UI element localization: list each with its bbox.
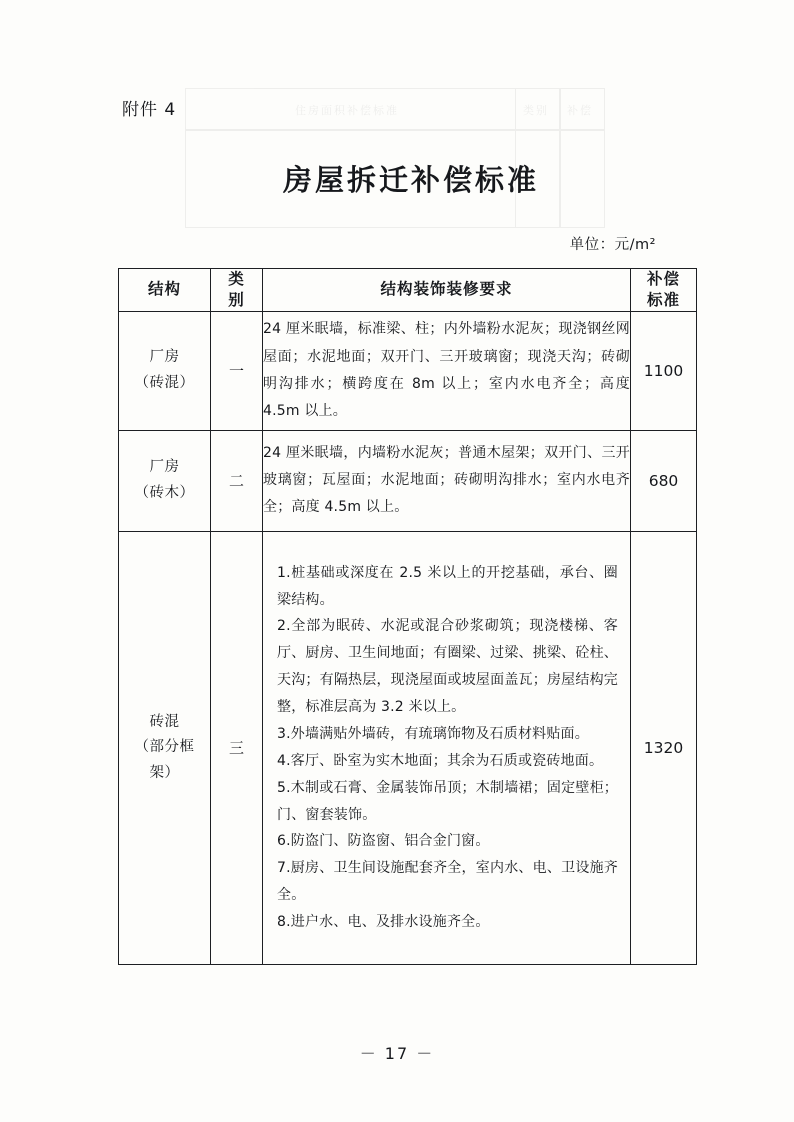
ghost-text-3: 补偿 — [567, 104, 593, 117]
cell-amount: 1100 — [631, 311, 697, 430]
structure-line-1: 厂房 — [149, 459, 180, 476]
requirement-item: 6.防盗门、防盗窗、铝合金门窗。 — [277, 833, 490, 850]
column-header-structure: 结构 — [119, 269, 211, 312]
column-header-category — [211, 269, 263, 312]
structure-line-3: 架） — [149, 764, 180, 781]
table-header-row — [119, 269, 697, 312]
table-row — [119, 430, 697, 531]
column-header-category-line2: 别 — [228, 290, 245, 309]
table-row — [119, 531, 697, 964]
cell-structure — [119, 430, 211, 531]
column-header-amount-line2: 标准 — [646, 290, 680, 309]
requirement-item: 2.全部为眠砖、水泥或混合砂浆砌筑；现浇楼梯、客厅、厨房、卫生间地面；有圈梁、过梁、挑梁、砼柱、天沟；有隔热层，现浇屋面或坡屋面盖瓦；房屋结构完整，标准层高为 3.2 米以上。 — [277, 618, 618, 716]
structure-line-1: 砖混 — [149, 713, 180, 730]
requirement-text: 24 厘米眠墙，内墙粉水泥灰；普通木屋架；双开门、三开玻璃窗；瓦屋面；水泥地面；砖砌明沟排水；室内水电齐全；高度 4.5m 以上。 — [263, 444, 630, 516]
cell-requirement — [263, 311, 631, 430]
column-header-amount-line1: 补偿 — [646, 270, 680, 288]
requirement-item: 3.外墙满贴外墙砖，有琉璃饰物及石质材料贴面。 — [277, 725, 589, 742]
page-title: 房屋拆迁补偿标准 — [282, 163, 539, 197]
structure-line-1: 厂房 — [149, 349, 180, 366]
cell-category: 三 — [211, 531, 263, 964]
cell-structure — [119, 531, 211, 964]
ghost-text-1: 住房面积补偿标准 — [295, 104, 399, 117]
structure-line-2: （砖混） — [134, 374, 195, 391]
structure-line-2: （砖木） — [134, 484, 195, 501]
requirement-item: 5.木制或石膏、金属装饰吊顶；木制墙裙；固定壁柜；门、窗套装饰。 — [277, 779, 618, 823]
column-header-category-line1: 类 — [228, 270, 245, 288]
cell-amount: 1320 — [631, 531, 697, 964]
cell-category: 一 — [211, 311, 263, 430]
cell-structure — [119, 311, 211, 430]
cell-category: 二 — [211, 430, 263, 531]
cell-amount: 680 — [631, 430, 697, 531]
requirement-item: 4.客厅、卧室为实木地面；其余为石质或瓷砖地面。 — [277, 752, 604, 769]
column-header-requirement: 结构装饰装修要求 — [263, 269, 631, 312]
table-row — [119, 311, 697, 430]
attachment-label: 附件 4 — [122, 100, 177, 120]
cell-requirement — [263, 430, 631, 531]
structure-line-2: （部分框 — [134, 739, 195, 756]
ghost-text-2: 类别 — [523, 104, 549, 117]
column-header-amount — [631, 269, 697, 312]
unit-note: 单位：元/m² — [569, 237, 656, 253]
requirement-item: 8.进户水、电、及排水设施齐全。 — [277, 914, 490, 931]
page-number: － 17 － — [359, 1044, 435, 1063]
cell-requirement — [263, 531, 631, 964]
compensation-table — [118, 268, 697, 965]
requirement-item: 1.桩基础或深度在 2.5 米以上的开挖基础，承台、圈梁结构。 — [277, 564, 618, 608]
requirement-text: 24 厘米眠墙，标准梁、柱；内外墙粉水泥灰；现浇钢丝网屋面；水泥地面；双开门、三开玻璃窗；现浇天沟；砖砌明沟排水；横跨度在 8m 以上；室内水电齐全；高度 4.5m 以上。 — [263, 321, 630, 420]
requirement-item: 7.厨房、卫生间设施配套齐全，室内水、电、卫设施齐全。 — [277, 860, 618, 904]
